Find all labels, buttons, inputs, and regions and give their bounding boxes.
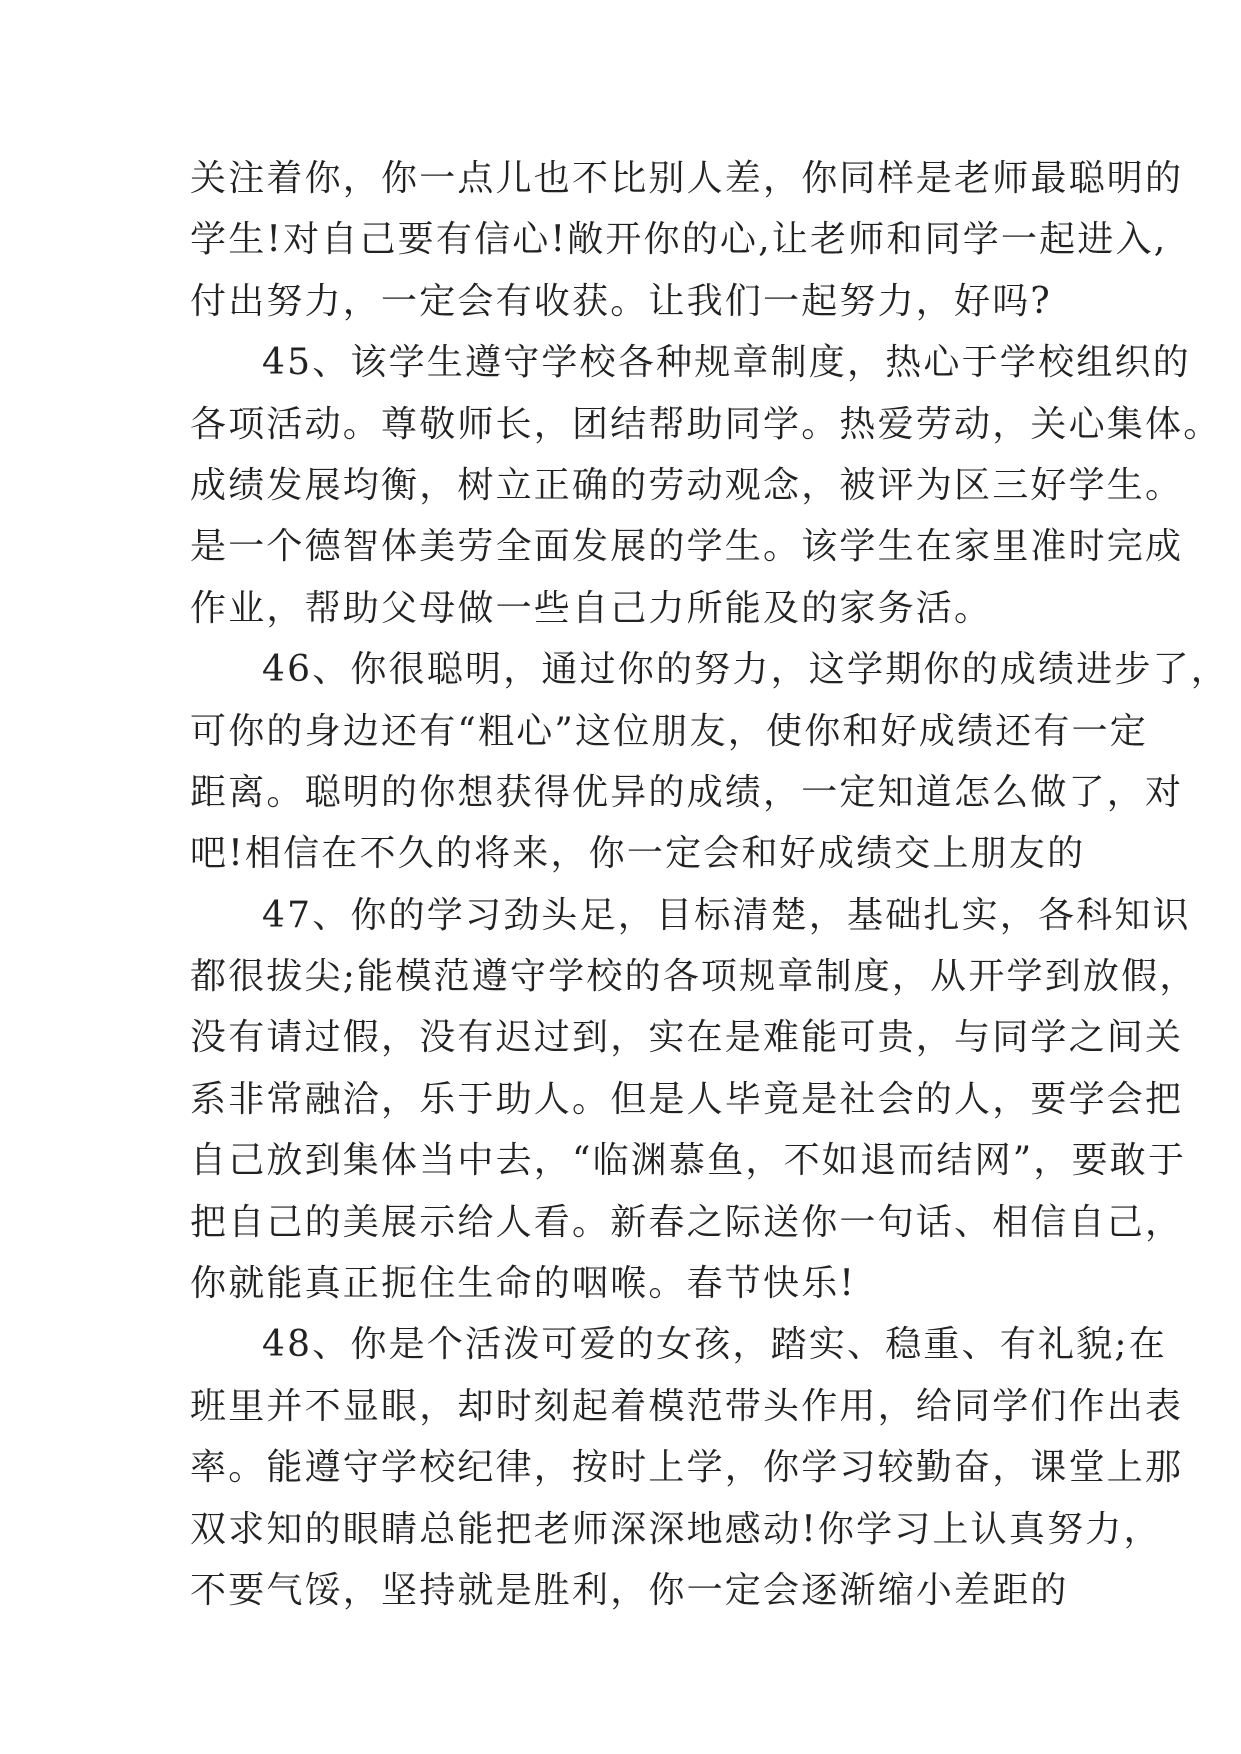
paragraph-start-46: 46、你很聪明，通过你的努力，这学期你的成绩进步了，: [262, 649, 1230, 691]
text-line: 率。能遵守学校纪律，按时上学，你学习较勤奋，课堂上那: [190, 1447, 1184, 1489]
text-line: 系非常融洽，乐于助人。但是人毕竟是社会的人，要学会把: [190, 1078, 1184, 1120]
text-line: 都很拔尖;能模范遵守学校的各项规章制度，从开学到放假，: [190, 956, 1198, 998]
paragraph-start-45: 45、该学生遵守学校各种规章制度，热心于学校组织的: [262, 342, 1191, 384]
text-line: 吧!相信在不久的将来，你一定会和好成绩交上朋友的: [190, 833, 1086, 875]
text-line: 没有请过假，没有迟过到，实在是难能可贵，与同学之间关: [190, 1017, 1184, 1059]
text-line: 成绩发展均衡，树立正确的劳动观念，被评为区三好学生。: [190, 464, 1184, 506]
text-line: 学生!对自己要有信心!敞开你的心,让老师和同学一起进入,: [190, 219, 1168, 261]
text-line: 可你的身边还有“粗心”这位朋友，使你和好成绩还有一定: [190, 710, 1149, 752]
body-text: [190, 148, 1230, 1621]
text-line: 距离。聪明的你想获得优异的成绩，一定知道怎么做了，对: [190, 771, 1184, 813]
text-line: 作业，帮助父母做一些自己力所能及的家务活。: [190, 587, 993, 629]
text-line: 班里并不显眼，却时刻起着模范带头作用，给同学们作出表: [190, 1385, 1184, 1427]
text-line: 双求知的眼睛总能把老师深深地感动!你学习上认真努力，: [190, 1508, 1162, 1550]
text-line: 各项活动。尊敬师长，团结帮助同学。热爱劳动，关心集体。: [190, 403, 1222, 445]
text-line: 付出努力，一定会有收获。让我们一起努力，好吗?: [190, 280, 1052, 322]
text-line: 自己放到集体当中去，“临渊慕鱼，不如退而结网”，要敢于: [190, 1140, 1187, 1182]
text-line: 不要气馁，坚持就是胜利，你一定会逐渐缩小差距的: [190, 1569, 1069, 1611]
text-line: 把自己的美展示给人看。新春之际送你一句话、相信自己，: [190, 1201, 1184, 1243]
text-line: 关注着你，你一点儿也不比别人差，你同样是老师最聪明的: [190, 158, 1184, 199]
text-line: 是一个德智体美劳全面发展的学生。该学生在家里准时完成: [190, 526, 1184, 568]
text-line: 你就能真正扼住生命的咽喉。春节快乐!: [190, 1263, 857, 1305]
paragraph-start-48: 48、你是个活泼可爱的女孩，踏实、稳重、有礼貌;在: [262, 1324, 1167, 1366]
paragraph-start-47: 47、你的学习劲头足，目标清楚，基础扎实，各科知识: [262, 894, 1191, 936]
